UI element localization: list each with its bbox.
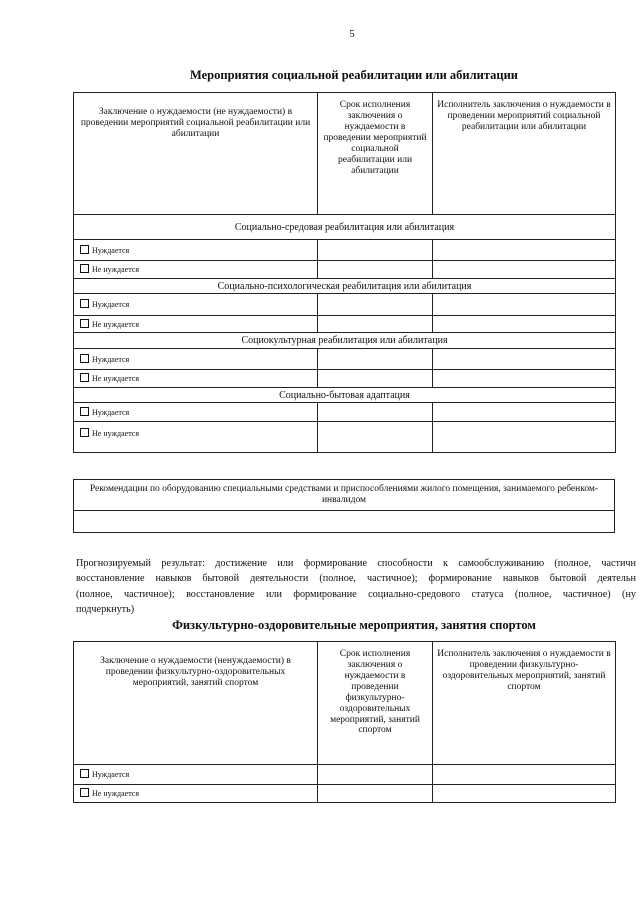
executor-cell[interactable] — [433, 785, 616, 803]
checkbox-icon[interactable] — [80, 769, 89, 778]
sport-activities-table — [73, 641, 616, 803]
deadline-cell[interactable] — [318, 294, 433, 316]
forecast-line: Прогнозируемый результат: достижение или формирование способности к самообслуживанию (полное, частичн — [76, 558, 636, 569]
deadline-cell[interactable] — [318, 261, 433, 279]
checkbox-icon[interactable] — [80, 354, 89, 363]
executor-cell[interactable] — [433, 765, 616, 785]
deadline-cell[interactable] — [318, 422, 433, 453]
option-not-needs[interactable]: Не нуждается — [74, 785, 318, 803]
page-number: 5 — [349, 28, 355, 40]
header-executor: Исполнитель заключения о нуждаемости в проведении физкультурно-оздоровительных мероприятий, занятий спортом — [433, 642, 616, 765]
option-needs[interactable]: Нуждается — [74, 349, 318, 370]
recommendation-field[interactable] — [74, 510, 615, 532]
option-not-needs[interactable]: Не нуждается — [74, 316, 318, 333]
executor-cell[interactable] — [433, 294, 616, 316]
executor-cell[interactable] — [433, 240, 616, 261]
forecast-line: (полное, частичное); восстановление или формирование социально-средового статуса (полное, частичное) (ну — [76, 588, 636, 600]
header-conclusion: Заключение о нуждаемости (не нуждаемости) в проведении мероприятий социальной реабилитации или абилитации — [74, 93, 318, 215]
option-not-needs[interactable]: Не нуждается — [74, 261, 318, 279]
header-executor: Исполнитель заключения о нуждаемости в проведении мероприятий социальной реабилитации или абилитации — [433, 93, 616, 215]
checkbox-icon[interactable] — [80, 264, 89, 273]
deadline-cell[interactable] — [318, 403, 433, 422]
checkbox-icon[interactable] — [80, 245, 89, 254]
option-needs[interactable]: Нуждается — [74, 403, 318, 422]
checkbox-icon[interactable] — [80, 319, 89, 328]
header-conclusion: Заключение о нуждаемости (ненуждаемости) в проведении физкультурно-оздоровительных мероприятий, занятий спортом — [74, 642, 318, 765]
option-needs[interactable]: Нуждается — [74, 294, 318, 316]
social-rehab-table — [73, 92, 616, 453]
executor-cell[interactable] — [433, 403, 616, 422]
deadline-cell[interactable] — [318, 370, 433, 388]
executor-cell[interactable] — [433, 261, 616, 279]
checkbox-icon[interactable] — [80, 373, 89, 382]
deadline-cell[interactable] — [318, 349, 433, 370]
forecast-paragraph — [76, 556, 640, 617]
executor-cell[interactable] — [433, 316, 616, 333]
executor-cell[interactable] — [433, 370, 616, 388]
group-title: Социокультурная реабилитация или абилитация — [74, 333, 616, 349]
recommendation-table — [73, 479, 615, 533]
checkbox-icon[interactable] — [80, 299, 89, 308]
deadline-cell[interactable] — [318, 765, 433, 785]
deadline-cell[interactable] — [318, 240, 433, 261]
option-not-needs[interactable]: Не нуждается — [74, 370, 318, 388]
option-not-needs[interactable]: Не нуждается — [74, 422, 318, 453]
forecast-line: восстановление навыков бытовой деятельности (полное, частичное); формирование навыков бытовой деятельн — [76, 573, 636, 585]
header-deadline: Срок исполнения заключения о нуждаемости в проведении физкультурно-оздоровительных мероприятий, занятий спортом — [318, 642, 433, 765]
option-needs[interactable]: Нуждается — [74, 765, 318, 785]
option-needs[interactable]: Нуждается — [74, 240, 318, 261]
checkbox-icon[interactable] — [80, 428, 89, 437]
group-title: Социально-психологическая реабилитация или абилитация — [74, 279, 616, 294]
section1-title: Мероприятия социальной реабилитации или абилитации — [190, 68, 518, 82]
group-title: Социально-средовая реабилитация или абилитация — [74, 215, 616, 240]
forecast-line: подчеркнуть) — [76, 603, 135, 615]
section2-title: Физкультурно-оздоровительные мероприятия, занятия спортом — [172, 618, 536, 632]
header-deadline: Срок исполнения заключения о нуждаемости в проведении мероприятий социальной реабилитации или абилитации — [318, 93, 433, 215]
deadline-cell[interactable] — [318, 785, 433, 803]
executor-cell[interactable] — [433, 422, 616, 453]
deadline-cell[interactable] — [318, 316, 433, 333]
checkbox-icon[interactable] — [80, 407, 89, 416]
executor-cell[interactable] — [433, 349, 616, 370]
checkbox-icon[interactable] — [80, 788, 89, 797]
group-title: Социально-бытовая адаптация — [74, 388, 616, 403]
recommendation-title: Рекомендации по оборудованию специальными средствами и приспособлениями жилого помещения, занимаемого ребенком-инвалидом — [74, 480, 615, 511]
